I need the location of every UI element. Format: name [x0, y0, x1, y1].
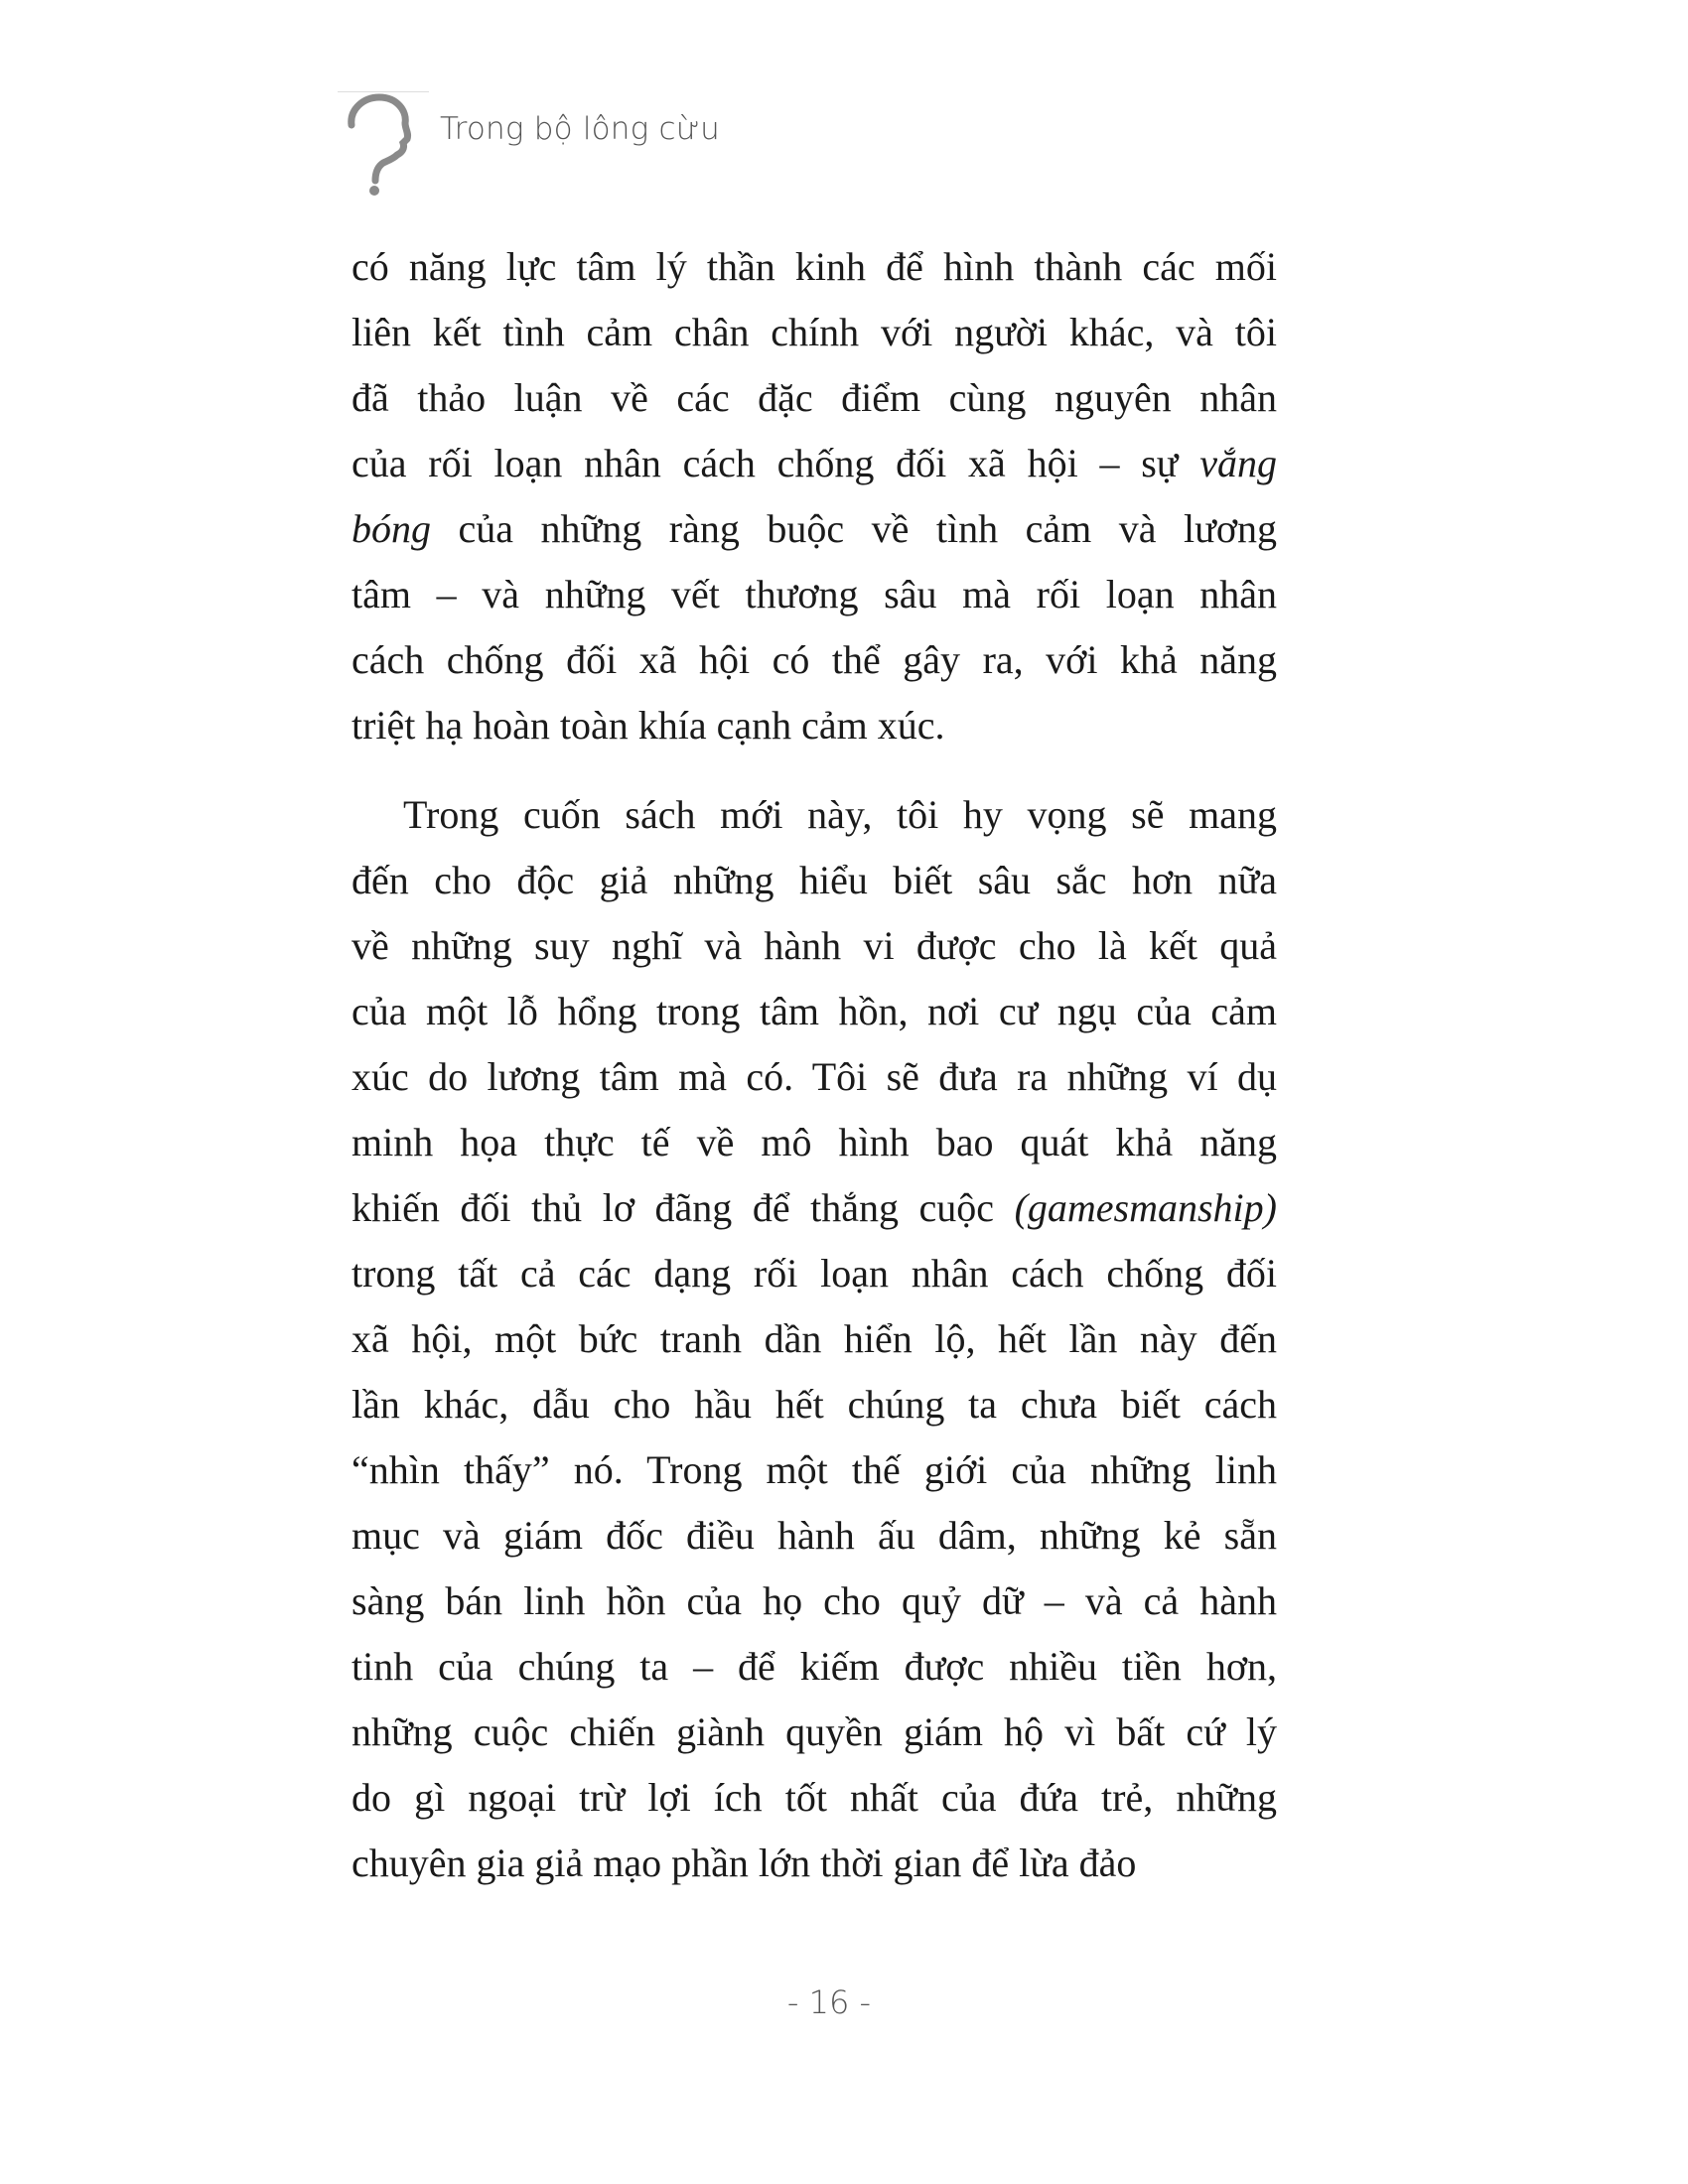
- running-title: Trong bộ lông cừu: [440, 111, 720, 147]
- text-segment: của những ràng buộc về tình cảm và lương: [431, 506, 1277, 551]
- paragraph: [352, 782, 1277, 1896]
- header-rule: [338, 91, 429, 92]
- text-line: [352, 782, 1277, 848]
- text-line: [352, 1175, 1277, 1241]
- text-line: [352, 913, 1277, 979]
- text-segment: do gì ngoại trừ lợi ích tốt nhất của đứa trẻ, những: [352, 1775, 1277, 1820]
- body-text: [352, 234, 1277, 1920]
- text-segment: Trong cuốn sách mới này, tôi hy vọng sẽ mang: [403, 792, 1277, 837]
- text-segment: của một lỗ hổng trong tâm hồn, nơi cư ngụ của cảm: [352, 989, 1277, 1033]
- text-segment: có năng lực tâm lý thần kinh để hình thành các mối: [352, 244, 1277, 289]
- italic-text: (gamesmanship): [1014, 1185, 1277, 1230]
- text-segment: tinh của chúng ta – để kiếm được nhiều tiền hơn,: [352, 1644, 1277, 1689]
- text-segment: của rối loạn nhân cách chống đối xã hội – sự: [352, 441, 1200, 485]
- text-segment: xúc do lương tâm mà có. Tôi sẽ đưa ra những ví dụ: [352, 1054, 1277, 1099]
- text-segment: “nhìn thấy” nó. Trong một thế giới của những linh: [352, 1447, 1277, 1492]
- text-line: [352, 234, 1277, 300]
- text-segment: về những suy nghĩ và hành vi được cho là kết quả: [352, 923, 1277, 968]
- text-line: [352, 1503, 1277, 1569]
- text-line: [352, 1437, 1277, 1503]
- page-number: - 16 -: [786, 1983, 872, 2021]
- italic-text: bóng: [352, 506, 431, 551]
- text-line: [352, 1044, 1277, 1110]
- text-line: [352, 627, 1277, 693]
- text-line: [352, 1306, 1277, 1372]
- text-segment: minh họa thực tế về mô hình bao quát khả năng: [352, 1120, 1277, 1164]
- italic-text: vắng: [1199, 441, 1277, 485]
- text-segment: lần khác, dẫu cho hầu hết chúng ta chưa biết cách: [352, 1382, 1277, 1427]
- text-line: [352, 848, 1277, 913]
- text-line: [352, 1372, 1277, 1437]
- paragraph: [352, 234, 1277, 758]
- text-line: [352, 431, 1277, 496]
- text-line: [352, 1634, 1277, 1700]
- text-segment: liên kết tình cảm chân chính với người khác, và tôi: [352, 310, 1277, 354]
- text-line: [352, 1110, 1277, 1175]
- text-line: [352, 1700, 1277, 1765]
- text-line: [352, 1569, 1277, 1634]
- text-line: [352, 1831, 1277, 1896]
- text-segment: đến cho độc giả những hiểu biết sâu sắc hơn nữa: [352, 858, 1277, 902]
- text-segment: khiến đối thủ lơ đãng để thắng cuộc: [352, 1185, 1015, 1230]
- text-segment: những cuộc chiến giành quyền giám hộ vì bất cứ lý: [352, 1709, 1277, 1754]
- text-line: [352, 693, 1277, 758]
- text-line: [352, 562, 1277, 627]
- text-segment: mục và giám đốc điều hành ấu dâm, những kẻ sẵn: [352, 1513, 1277, 1558]
- text-segment: xã hội, một bức tranh dần hiển lộ, hết lần này đến: [352, 1316, 1277, 1361]
- text-segment: tâm – và những vết thương sâu mà rối loạn nhân: [352, 572, 1277, 616]
- text-line: [352, 496, 1277, 562]
- text-segment: đã thảo luận về các đặc điểm cùng nguyên nhân: [352, 375, 1277, 420]
- text-line: [352, 365, 1277, 431]
- text-segment: cách chống đối xã hội có thể gây ra, với khả năng: [352, 637, 1277, 682]
- text-segment: chuyên gia giả mạo phần lớn thời gian để lừa đảo: [352, 1841, 1137, 1885]
- text-segment: trong tất cả các dạng rối loạn nhân cách chống đối: [352, 1251, 1277, 1296]
- question-mark-head-profile-icon: [346, 93, 419, 197]
- text-segment: triệt hạ hoàn toàn khía cạnh cảm xúc.: [352, 703, 945, 748]
- text-line: [352, 979, 1277, 1044]
- text-segment: sàng bán linh hồn của họ cho quỷ dữ – và cả hành: [352, 1578, 1277, 1623]
- text-line: [352, 1765, 1277, 1831]
- text-line: [352, 1241, 1277, 1306]
- text-line: [352, 300, 1277, 365]
